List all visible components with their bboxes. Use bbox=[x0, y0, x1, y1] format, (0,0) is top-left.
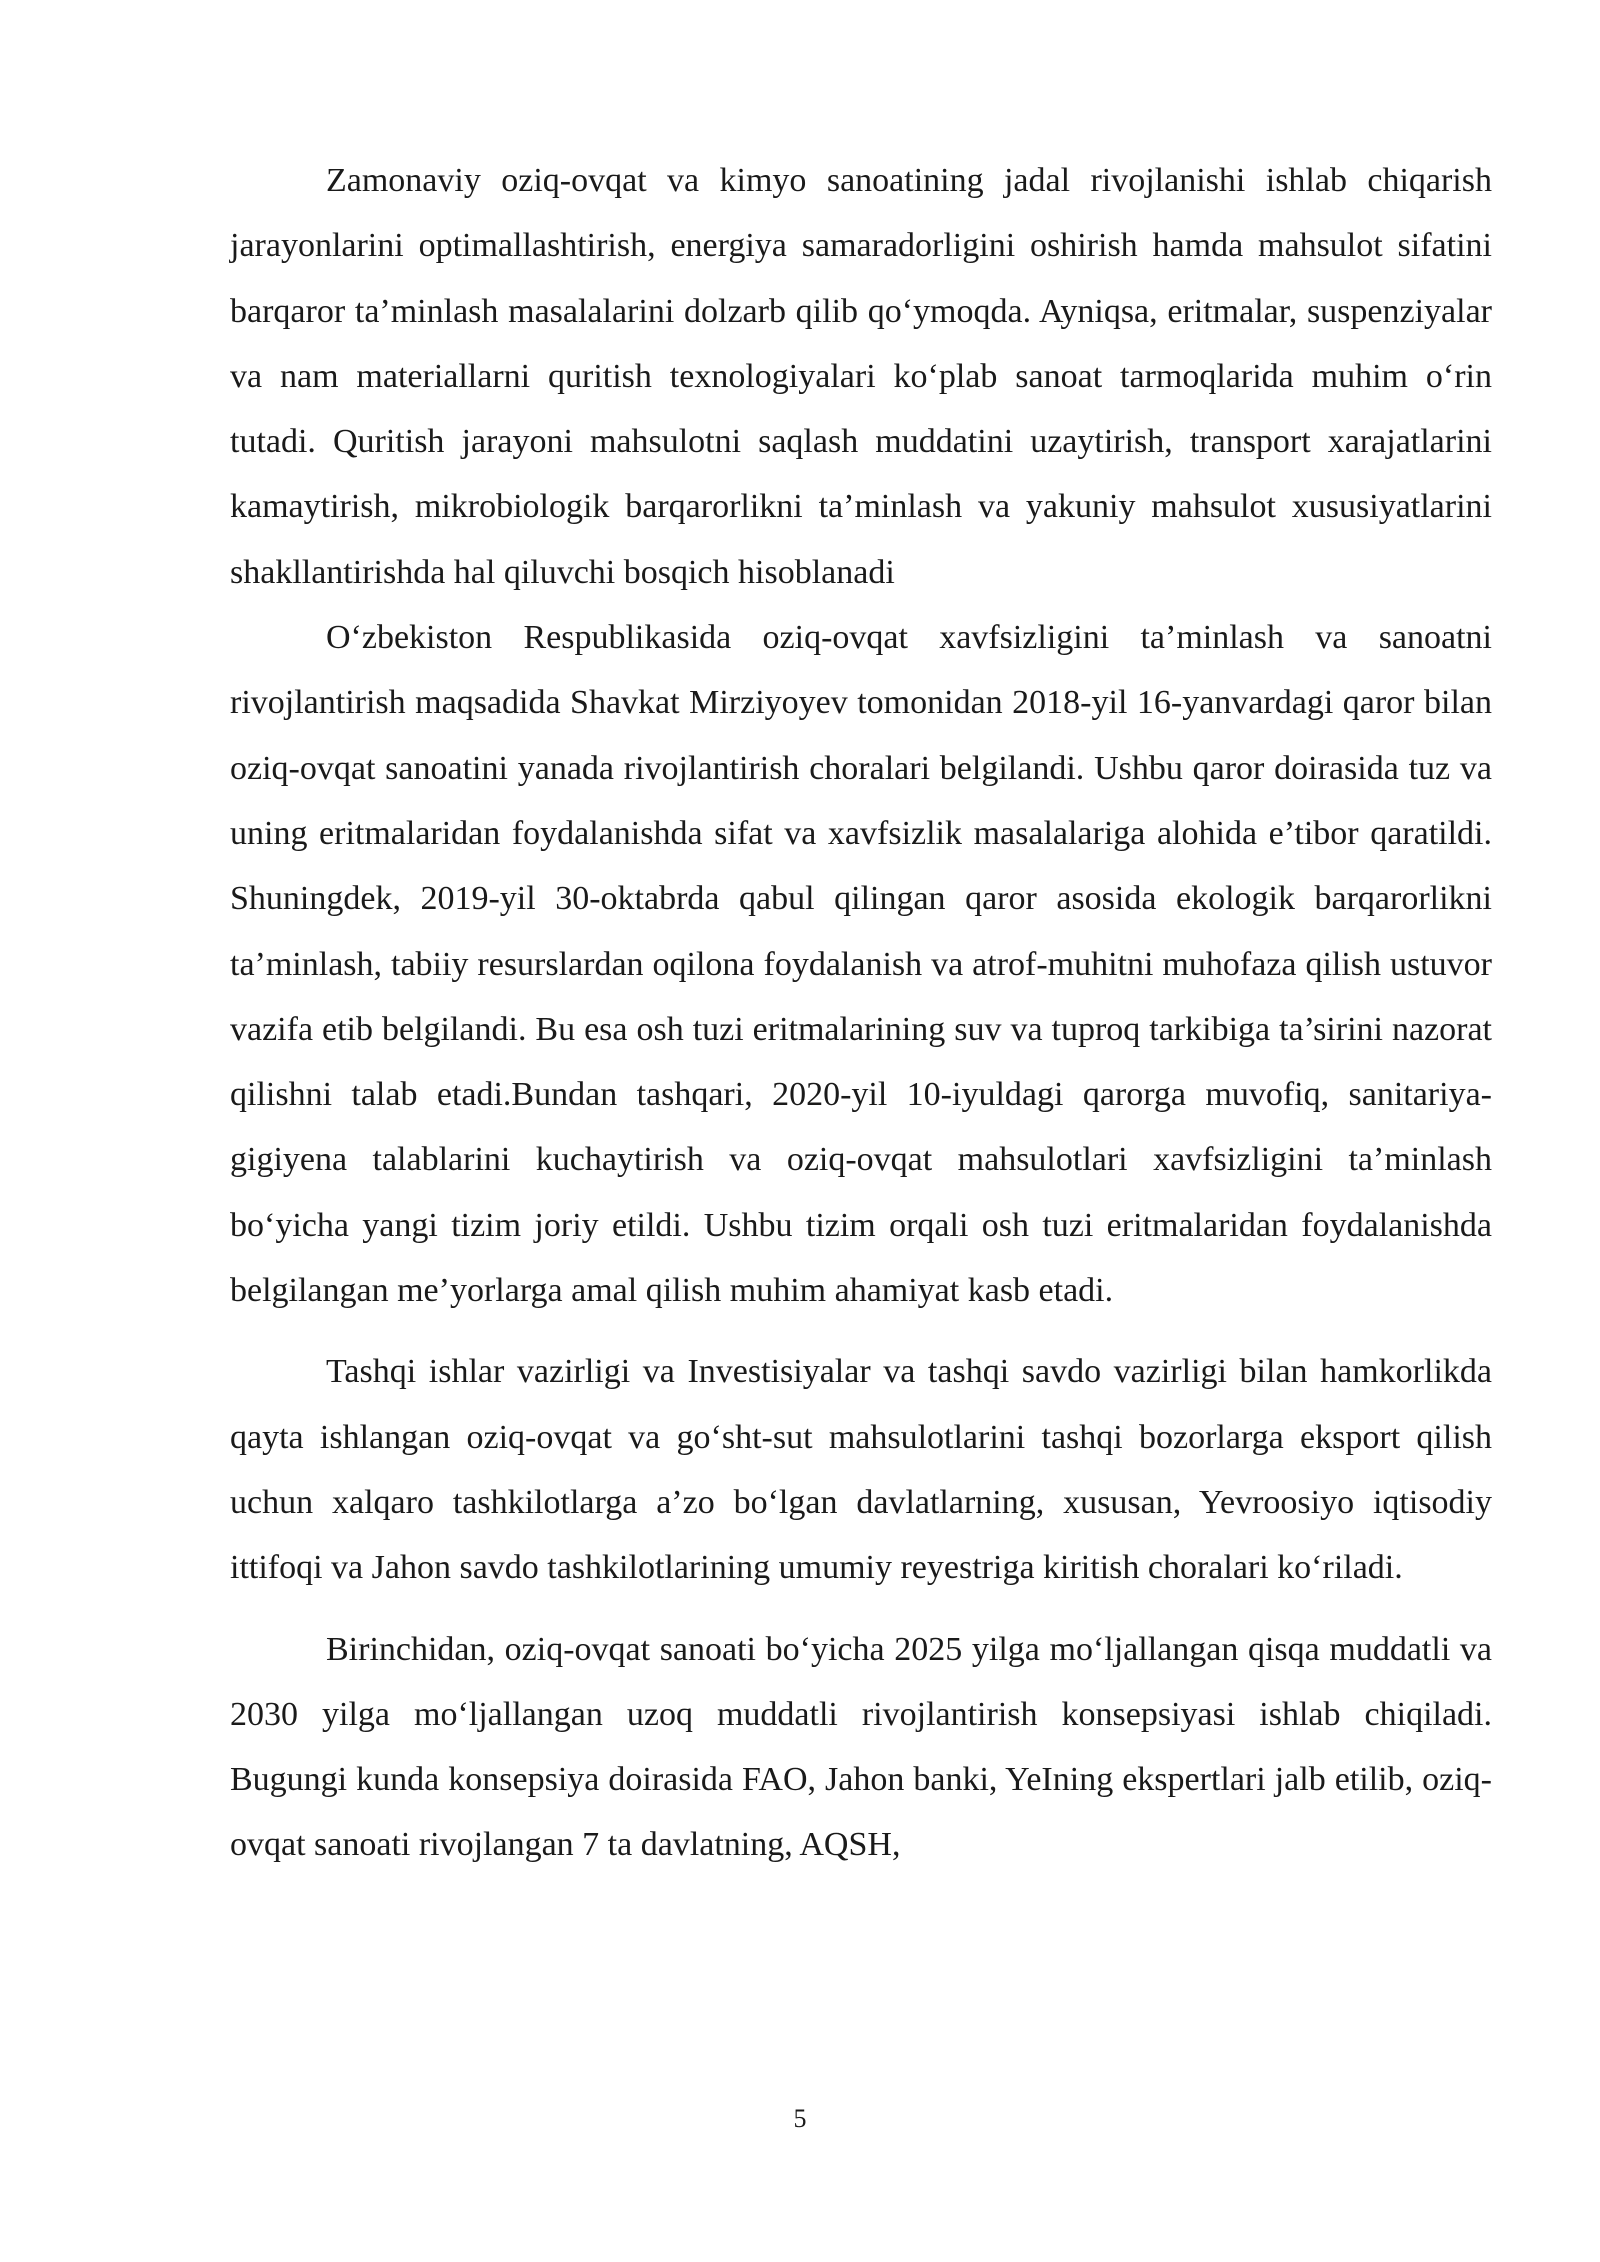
page-number: 5 bbox=[793, 2104, 807, 2133]
paragraph-concept: Birinchidan, oziq-ovqat sanoati bo‘yicha 2025 yilga mo‘ljallangan qisqa muddatli va 2030 yilga mo‘ljallangan uzoq muddatli rivojlantirish konsepsiyasi ishlab chiqiladi. Bugungi kunda konsepsiya doirasida FAO, Jahon banki, YeIning ekspertlari jalb etilib, oziq-ovqat sanoati rivojlangan 7 ta davlatning, AQSH, bbox=[230, 1630, 1492, 1864]
paragraph-legislation: O‘zbekiston Respublikasida oziq-ovqat xavfsizligini ta’minlash va sanoatni rivojlantirish maqsadida Shavkat Mirziyoyev tomonidan 2018-yil 16-yanvardagi qaror bilan oziq-ovqat sanoatini yanada rivojlantirish choralari belgilandi. Ushbu qaror doirasida tuz va uning eritmalaridan foydalanishda sifat va xavfsizlik masalalariga alohida e’tibor qaratildi. Shuningdek, 2019-yil 30-oktabrda qabul qilingan qaror asosida ekologik barqarorlikni ta’minlash, tabiiy resurslardan oqilona foydalanish va atrof-muhitni muhofaza qilish ustuvor vazifa etib belgilandi. Bu esa osh tuzi eritmalarining suv va tuproq tarkibiga ta’sirini nazorat qilishni talab etadi.Bundan tashqari, 2020-yil 10-iyuldagi qarorga muvofiq, sanitariya-gigiyena talablarini kuchaytirish va oziq-ovqat mahsulotlari xavfsizligini ta’minlash bo‘yicha yangi tizim joriy etildi. Ushbu tizim orqali osh tuzi eritmalaridan foydalanishda belgilangan me’yorlarga amal qilish muhim ahamiyat kasb etadi. bbox=[230, 619, 1492, 1310]
paragraph-intro: Zamonaviy oziq-ovqat va kimyo sanoatining jadal rivojlanishi ishlab chiqarish jarayonlarini optimallashtirish, energiya samaradorligini oshirish hamda mahsulot sifatini barqaror ta’minlash masalalarini dolzarb qilib qo‘ymoqda. Ayniqsa, eritmalar, suspenziyalar va nam materiallarni quritish texnologiyalari ko‘plab sanoat tarmoqlarida muhim o‘rin tutadi. Quritish jarayoni mahsulotni saqlash muddatini uzaytirish, transport xarajatlarini kamaytirish, mikrobiologik barqarorlikni ta’minlash va yakuniy mahsulot xususiyatlarini shakllantirishda hal qiluvchi bosqich hisoblanadi bbox=[230, 162, 1492, 591]
paragraph-export: Tashqi ishlar vazirligi va Investisiyalar va tashqi savdo vazirligi bilan hamkorlikda qayta ishlangan oziq-ovqat va go‘sht-sut mahsulotlarini tashqi bozorlarga eksport qilish uchun xalqaro tashkilotlarga a’zo bo‘lgan davlatlarning, xususan, Yevroosiyo iqtisodiy ittifoqi va Jahon savdo tashkilotlarining umumiy reyestriga kiritish choralari ko‘riladi. bbox=[230, 1353, 1492, 1587]
body-text bbox=[230, 148, 1492, 1878]
